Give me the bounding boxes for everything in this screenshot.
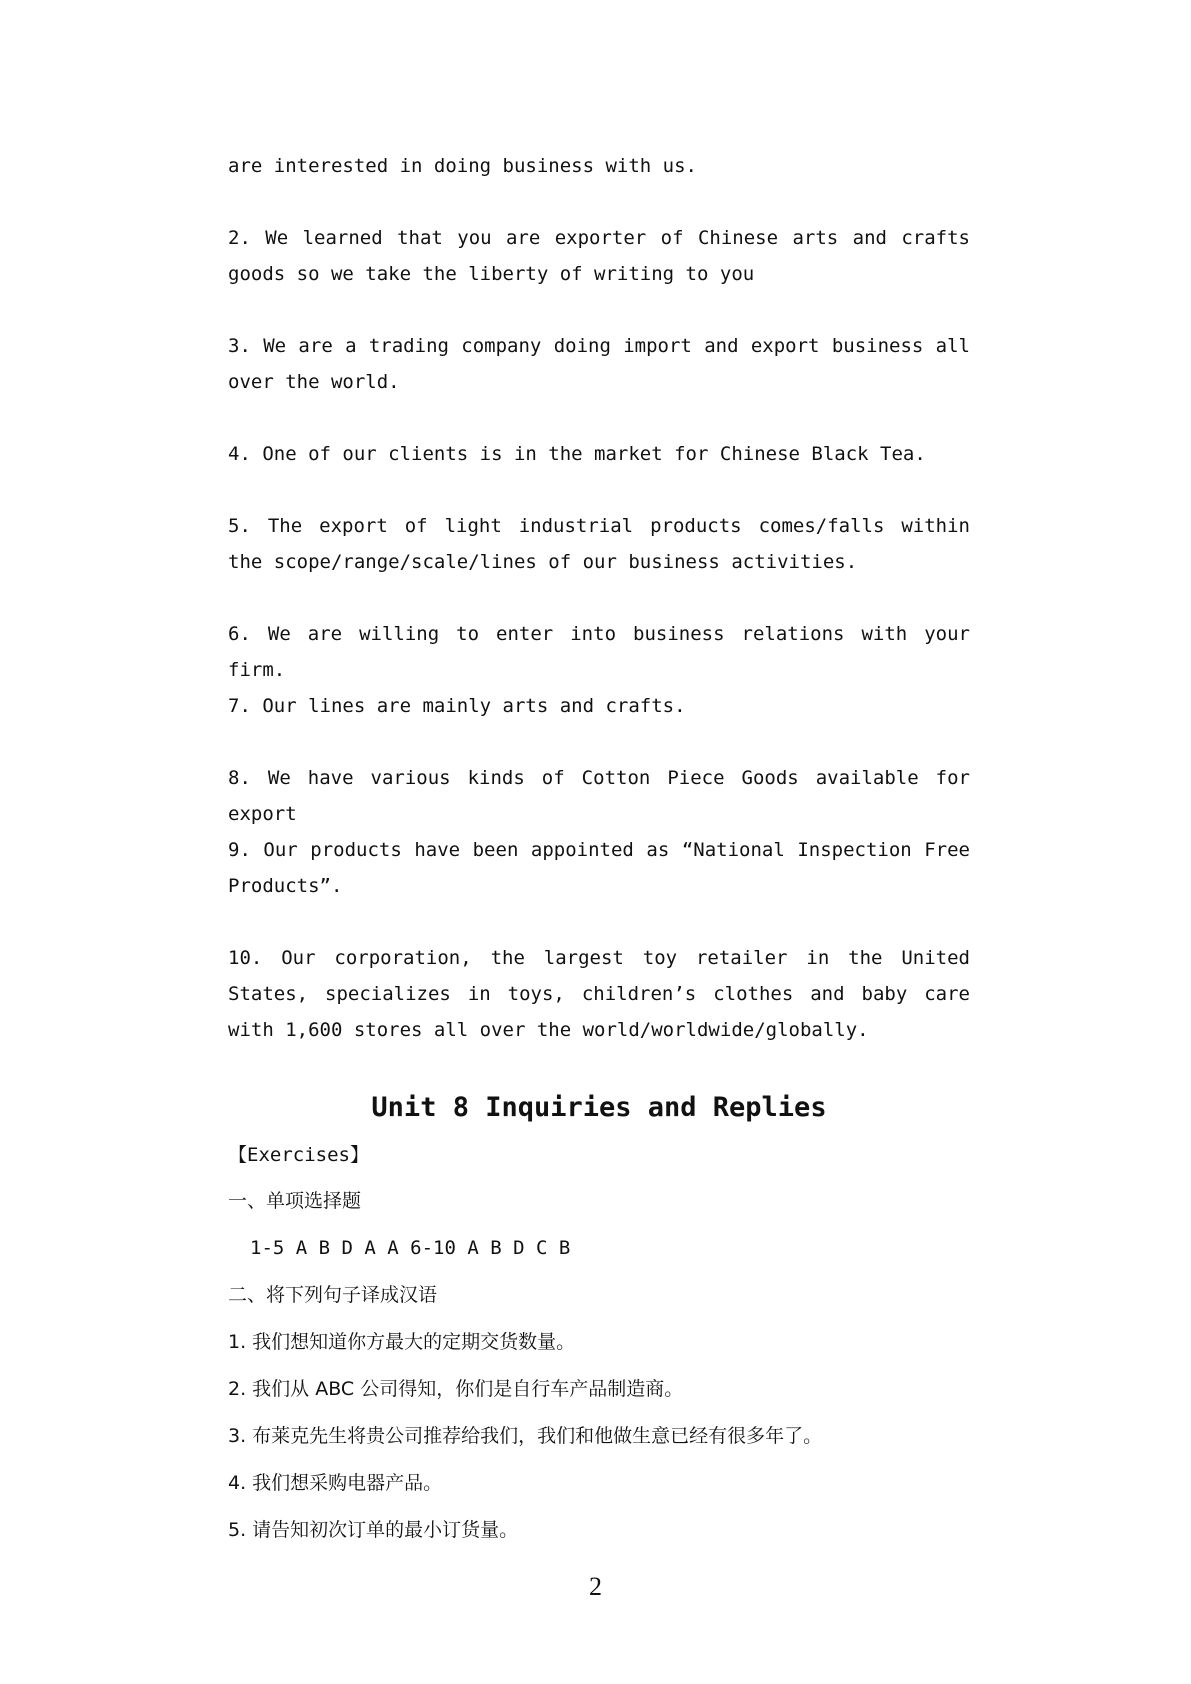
answer-item-8: 8. We have various kinds of Cotton Piece Goods available for export bbox=[228, 767, 970, 825]
answer-item-7: 7. Our lines are mainly arts and crafts. bbox=[228, 695, 686, 717]
answer-item-10: 10. Our corporation, the largest toy retailer in the United States, specializes in toys, children’s clothes and baby care with 1,600 stores all over the world/worldwide/globally. bbox=[228, 947, 970, 1041]
continuation-text: are interested in doing business with us. bbox=[228, 155, 697, 177]
section2-title: 二、将下列句子译成汉语 bbox=[228, 1284, 438, 1306]
page-number: 2 bbox=[589, 1572, 602, 1601]
translation-item-4: 4. 我们想采购电器产品。 bbox=[228, 1472, 443, 1494]
answer-item-5: 5. The export of light industrial products comes/falls within the scope/range/scale/lines of our business activities. bbox=[228, 515, 970, 573]
translation-item-1: 1. 我们想知道你方最大的定期交货数量。 bbox=[228, 1331, 576, 1353]
answer-item-9: 9. Our products have been appointed as “National Inspection Free Products”. bbox=[228, 839, 970, 897]
exercises-label: 【Exercises】 bbox=[228, 1144, 369, 1166]
answer-item-3: 3. We are a trading company doing import and export business all over the world. bbox=[228, 335, 970, 393]
translation-item-5: 5. 请告知初次订单的最小订货量。 bbox=[228, 1519, 519, 1541]
answer-item-6: 6. We are willing to enter into business relations with your firm. bbox=[228, 623, 970, 681]
answer-item-2: 2. We learned that you are exporter of Chinese arts and crafts goods so we take the liberty of writing to you bbox=[228, 227, 970, 285]
unit-title: Unit 8 Inquiries and Replies bbox=[371, 1092, 827, 1123]
translation-item-2: 2. 我们从 ABC 公司得知，你们是自行车产品制造商。 bbox=[228, 1378, 684, 1400]
section1-answers: 1-5 A B D A A 6-10 A B D C B bbox=[250, 1237, 571, 1259]
translation-item-3: 3. 布莱克先生将贵公司推荐给我们，我们和他做生意已经有很多年了。 bbox=[228, 1425, 823, 1447]
answer-item-4: 4. One of our clients is in the market for Chinese Black Tea. bbox=[228, 443, 926, 465]
section1-title: 一、单项选择题 bbox=[228, 1190, 362, 1212]
